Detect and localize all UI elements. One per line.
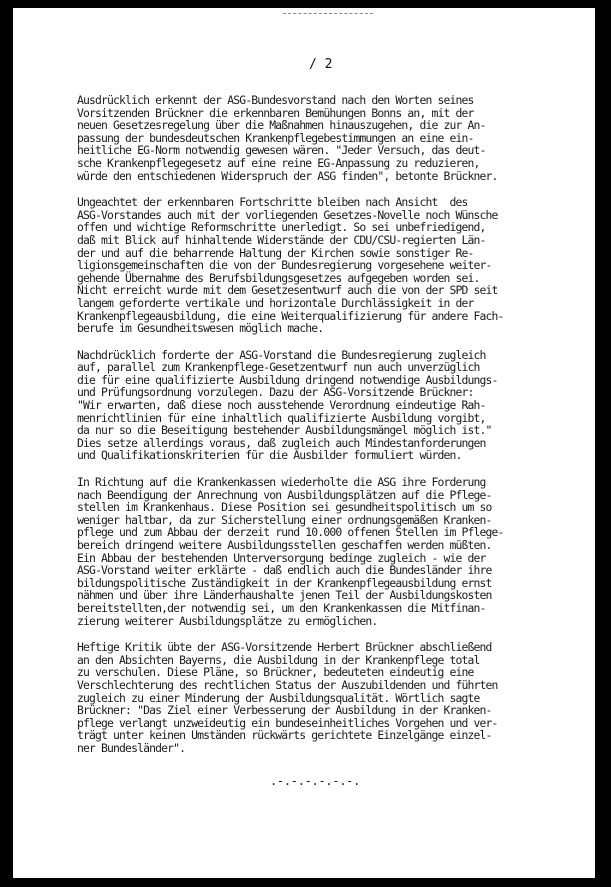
scan-mark — [283, 13, 373, 14]
paragraph-2: Ungeachtet der erkennbaren Fortschritte bleiben nach Ansicht des ASG-Vorstandes auch mit der vorliegenden Gesetzes-Novelle noch Wünsche offen und wichtige Reformschritte unerledigt. So sei unbefriedigend, daß mit Blick auf hinhaltende Widerstände der CDU/CSU-regierten Län- der und auf die beharrende Haltung der Kirchen sowie sonstiger Re- ligionsgemeinschaften die von der Bundesregierung vorgesehene weiter- gehende Übernahme des Berufsbildungsgesetzes aufgegeben worden sei. Nicht erreicht wurde mit dem Gesetzesentwurf auch die von der SPD seit langem geforderte vertikale und horizontale Durchlässigkeit in der Krankenpflegeausbildung, die eine Weiterqualifizierung für andere Fach- berufe im Gesundheitswesen möglich mache. — [77, 195, 504, 336]
paragraph-3: Nachdrücklich forderte der ASG-Vorstand die Bundesregierung zugleich auf, parallel zum Krankenpflege-Gesetzentwurf nun auch unverzüglich die für eine qualifizierte Ausbildung dringend notwendige Ausbildungs- und Prüfungsordnung vorzulegen. Dazu der ASG-Vorsitzende Brückner: "Wir erwarten, daß diese noch ausstehende Verordnung eindeutige Rah- menrichtlinien für eine inhaltlich qualifizierte Ausbildung vorgibt, da nur so die Beseitigung bestehender Ausbildungsmängel möglich ist." Dies setze allerdings voraus, daß zugleich auch Mindestanforderungen und Qualifikationskriterien für die Ausbilder formuliert würden. — [77, 347, 498, 463]
paragraph-5: Heftige Kritik übte der ASG-Vorsitzende Herbert Brückner abschließend an den Absichten Bayerns, die Ausbildung in der Krankenpflege total zu verschulen. Diese Pläne, so Brückner, bedeuteten eindeutig eine Verschlechterung des rechtlichen Status der Auszubildenden und führten zugleich zu einer Minderung der Ausbildungsqualität. Wörtlich sagte Brückner: "Das Ziel einer Verbesserung der Ausbildung in der Kranken- pflege verlangt unzweideutig ein bundeseinheitliches Vorgehen und ver- trägt unter keinen Umständen rückwärts gerichtete Einzelgänge einzel- ner Bundesländer". — [77, 640, 498, 755]
paragraph-1: Ausdrücklich erkennt der ASG-Bundesvorstand nach den Worten seines Vorsitzenden Brückner die erkennbaren Bemühungen Bonns an, mit der neuen Gesetzesregelung über die Maßnahmen hinauszugehen, die zur An- passung der bundesdeutschen Krankenpflegebestimmungen an eine ein- heitliche EG-Norm notwendig gewesen wären. "Jeder Versuch, das deut- sche Krankenpflegegesetz auf eine reine EG-Anpassung zu reduzieren, würde den entschiedenen Widerspruch der ASG finden", betonte Brückner. — [77, 93, 498, 183]
paragraph-4: In Richtung auf die Krankenkassen wiederholte die ASG ihre Forderung nach Beendigung der Anrechnung von Ausbildungsplätzen auf die Pflege- stellen im Krankenhaus. Diese Position sei gesundheitspolitisch um so weniger haltbar, da zur Sicherstellung einer ordnungsgemäßen Kranken- pflege und zum Abbau der derzeit rund 10.000 offenen Stellen im Pflege- bereich dringend weitere Ausbildungsstellen geschaffen werden müßten. Ein Abbau der bestehenden Unterversorgung bedinge zugleich - wie der ASG-Vorstand weiter erklärte - daß endlich auch die Bundesländer ihre bildungspolitische Zuständigkeit in der Krankenpflegeausbildung ernst nähmen und über ihre Länderhaushalte jenen Teil der Ausbildungskosten bereitstellten,der notwendig sei, um den Krankenkassen die Mitfinan- zierung weiterer Ausbildungsplätze zu ermöglichen. — [77, 475, 504, 628]
document-page — [13, 8, 595, 878]
page-number: / 2 — [309, 57, 333, 72]
end-mark: .-.-.-.-.-.-. — [270, 774, 361, 788]
body-text — [77, 94, 577, 769]
